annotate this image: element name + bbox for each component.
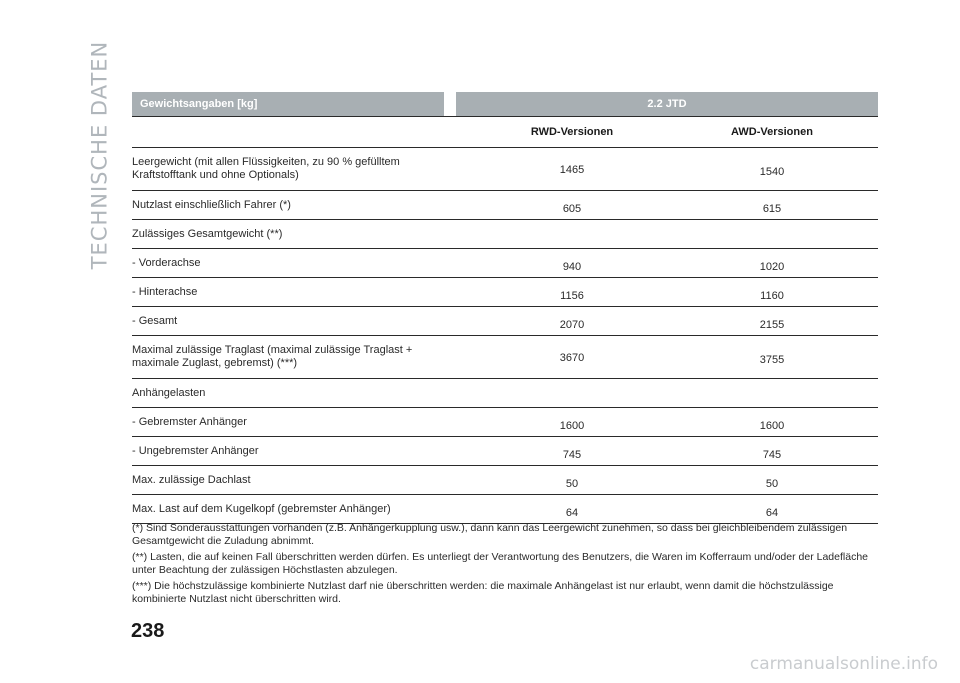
row-label: - Gebremster Anhänger xyxy=(132,416,247,428)
section-side-title xyxy=(84,40,114,270)
table-row xyxy=(132,307,878,336)
header-weights-label: Gewichtsangaben [kg] xyxy=(132,92,444,116)
row-rwd-value: 745 xyxy=(562,449,582,461)
page-number: 238 xyxy=(131,620,165,642)
table-row xyxy=(132,466,878,495)
col-awd-header: AWD-Versionen xyxy=(731,126,813,138)
weights-table xyxy=(132,92,878,524)
footnotes xyxy=(132,522,878,609)
table-subheader xyxy=(132,117,878,148)
row-awd-value: 1540 xyxy=(759,166,785,178)
row-label: - Hinterachse xyxy=(132,286,198,298)
row-label: Nutzlast einschließlich Fahrer (*) xyxy=(132,199,291,211)
table-row xyxy=(132,148,878,191)
footnote-1: (*) Sind Sonderausstattungen vorhanden (z.B. Anhängerkupplung usw.), dann kann das Leergewicht zunehmen, so dass bei gleichbleibendem zulässigen Gesamtgewicht die Zuladung abnimmt. xyxy=(132,522,848,547)
row-rwd-value: 64 xyxy=(565,507,579,519)
footnote-3: (***) Die höchstzulässige kombinierte Nutzlast darf nie überschritten werden: die maximale Anhängelast ist nur erlaubt, wenn damit die höchstzulässige kombinierte Nutzlast nicht überschritten wird. xyxy=(132,580,834,605)
row-rwd-value: 3670 xyxy=(559,352,585,364)
header-engine-label: 2.2 JTD xyxy=(456,92,878,116)
table-header xyxy=(132,92,878,116)
row-label: - Ungebremster Anhänger xyxy=(132,445,259,457)
table-row xyxy=(132,379,878,408)
row-rwd-value: 605 xyxy=(562,203,582,215)
row-rwd-value: 940 xyxy=(562,261,582,273)
row-awd-value: 745 xyxy=(762,449,782,461)
table-row xyxy=(132,278,878,307)
row-awd-value: 3755 xyxy=(759,354,785,366)
table-row xyxy=(132,336,878,379)
row-label: - Vorderachse xyxy=(132,257,201,269)
row-awd-value: 1020 xyxy=(759,261,785,273)
row-awd-value: 1600 xyxy=(759,420,785,432)
row-label: Leergewicht (mit allen Flüssigkeiten, zu 90 % gefülltem Kraftstofftank und ohne Optionals) xyxy=(132,156,400,181)
col-rwd-header: RWD-Versionen xyxy=(530,126,614,138)
section-side-title-text: TECHNISCHE DATEN xyxy=(87,40,111,270)
row-rwd-value: 1156 xyxy=(560,290,584,302)
row-awd-value: 615 xyxy=(762,203,782,215)
row-awd-value: 1160 xyxy=(760,290,784,302)
table-row xyxy=(132,249,878,278)
row-label: Anhängelasten xyxy=(132,387,206,399)
table-row xyxy=(132,437,878,466)
row-awd-value: 50 xyxy=(765,478,779,490)
table-row xyxy=(132,408,878,437)
row-awd-value: 2155 xyxy=(759,319,785,331)
row-rwd-value: 50 xyxy=(565,478,579,490)
row-rwd-value: 2070 xyxy=(559,319,585,331)
row-label: - Gesamt xyxy=(132,315,178,327)
footnote-2: (**) Lasten, die auf keinen Fall überschritten werden dürfen. Es unterliegt der Verantwortung des Benutzers, die Waren im Kofferraum und/oder der Ladefläche unter Beachtung der zulässigen Höchstlasten abzulegen. xyxy=(132,551,868,576)
watermark: carmanualsonline.info xyxy=(749,654,938,674)
row-label: Max. Last auf dem Kugelkopf (gebremster Anhänger) xyxy=(132,503,391,515)
row-label: Zulässiges Gesamtgewicht (**) xyxy=(132,228,283,240)
row-rwd-value: 1465 xyxy=(559,164,585,176)
table-row xyxy=(132,191,878,220)
row-awd-value: 64 xyxy=(765,507,779,519)
row-rwd-value: 1600 xyxy=(559,420,585,432)
table-row xyxy=(132,495,878,524)
row-label: Max. zulässige Dachlast xyxy=(132,474,251,486)
table-row xyxy=(132,220,878,249)
row-label: Maximal zulässige Traglast (maximal zulässige Traglast + maximale Zuglast, gebremst) (***) xyxy=(132,344,413,369)
